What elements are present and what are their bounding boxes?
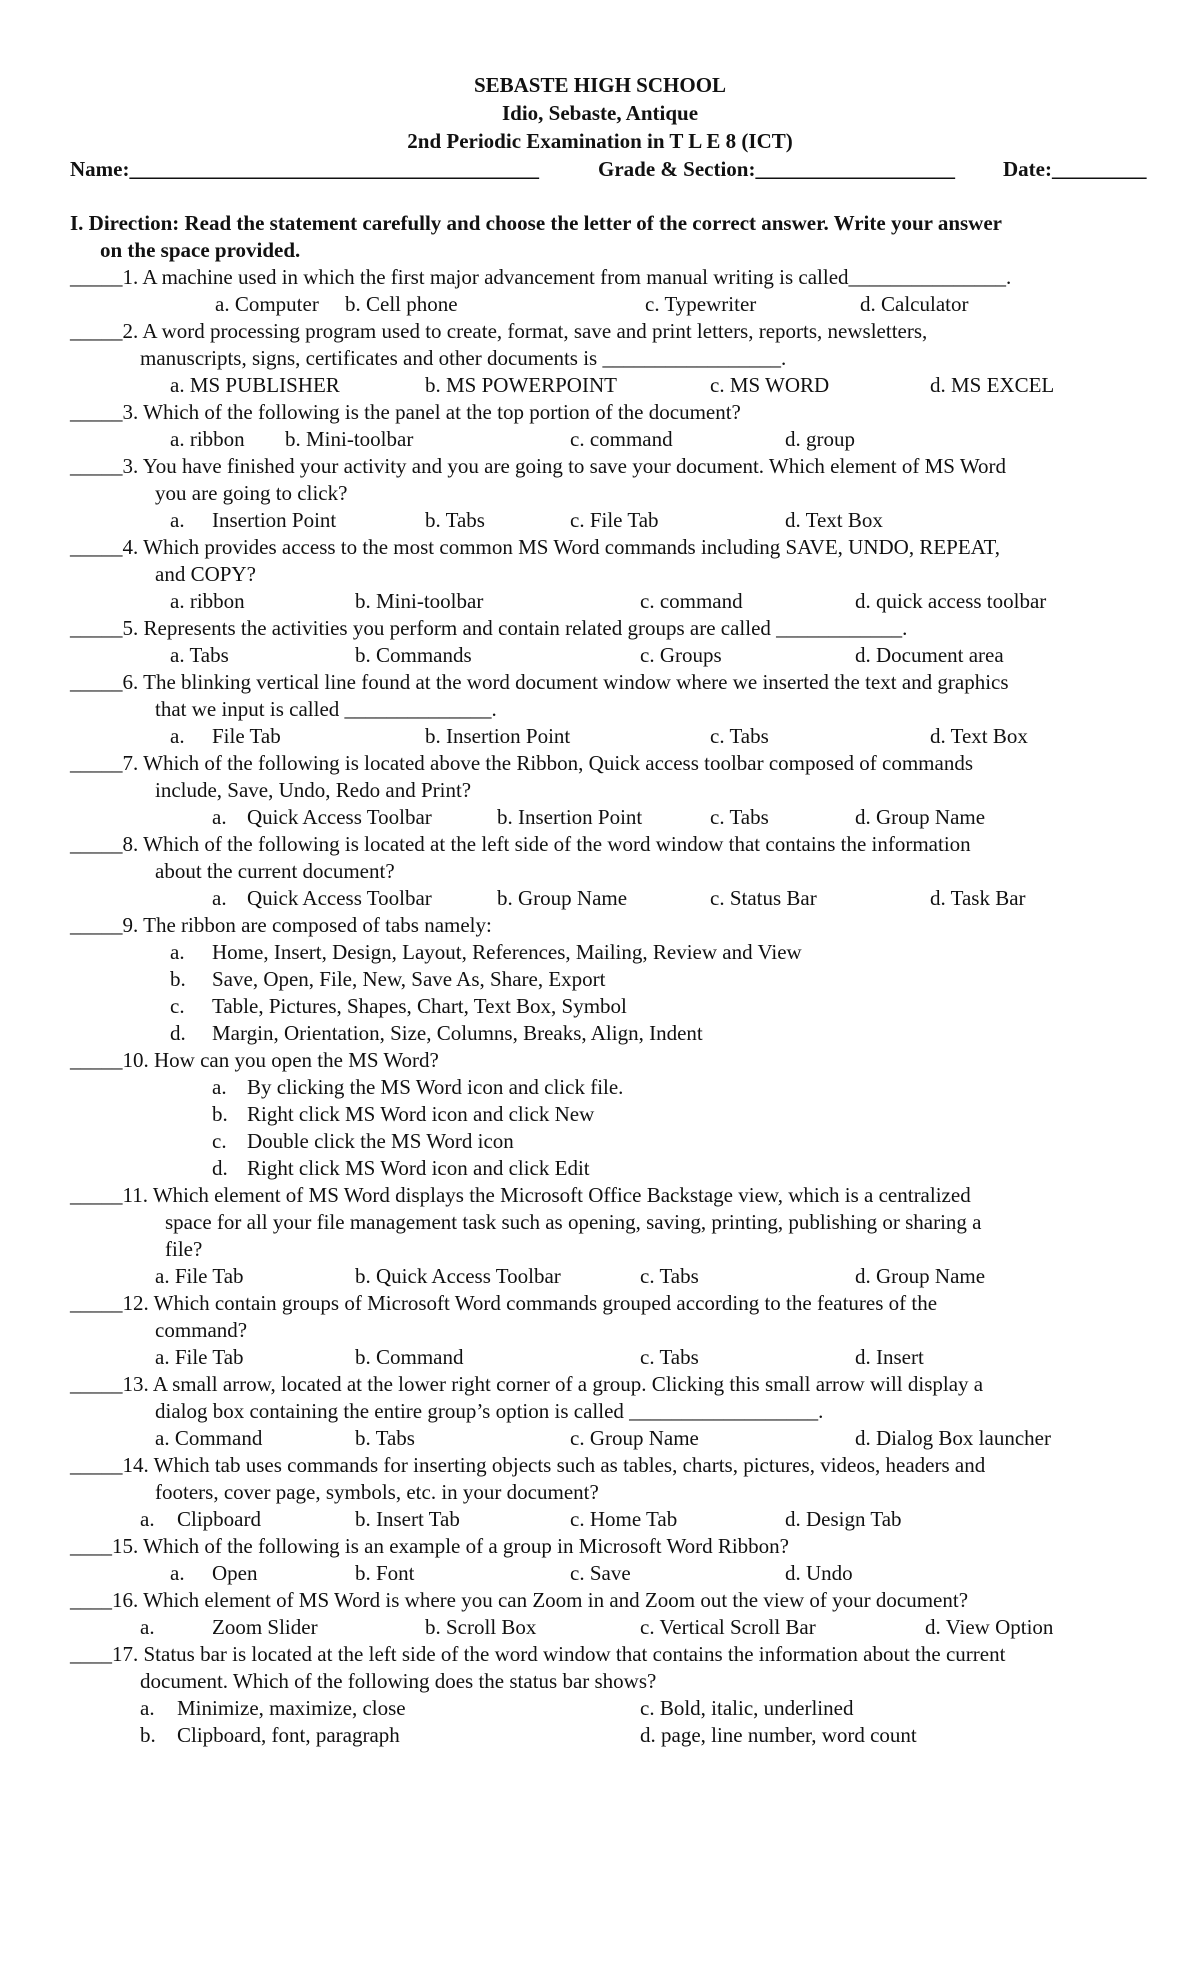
question-text: c. Tabs bbox=[710, 724, 769, 748]
question-text: a. Computer bbox=[215, 292, 319, 316]
question-text: you are going to click? bbox=[155, 481, 348, 505]
question-text: a. bbox=[170, 508, 185, 532]
question-stem: _____6. The blinking vertical line found at the word document window where we inserted the text and graphics bbox=[70, 670, 1009, 694]
question-text: b. Mini-toolbar bbox=[355, 589, 484, 613]
question-text: File Tab bbox=[212, 724, 281, 748]
question-text: a. bbox=[170, 940, 185, 964]
question-text: d. bbox=[212, 1156, 228, 1180]
question-text: b. Mini-toolbar bbox=[285, 427, 414, 451]
question-stem: _____10. How can you open the MS Word? bbox=[70, 1048, 439, 1072]
question-text: b. Quick Access Toolbar bbox=[355, 1264, 561, 1288]
question-text: c. Tabs bbox=[640, 1264, 699, 1288]
question-stem: _____11. Which element of MS Word displays the Microsoft Office Backstage view, which is a centralized bbox=[70, 1183, 971, 1207]
question-text: b. Insert Tab bbox=[355, 1507, 460, 1531]
question-text: By clicking the MS Word icon and click file. bbox=[247, 1075, 624, 1099]
question-text: d. Group Name bbox=[855, 1264, 986, 1288]
question-text: c. Tabs bbox=[640, 1345, 699, 1369]
question-text: d. Dialog Box launcher bbox=[855, 1426, 1051, 1450]
question-stem: _____4. Which provides access to the most common MS Word commands including SAVE, UNDO, REPEAT, bbox=[70, 535, 1001, 559]
question-text: Insertion Point bbox=[212, 508, 337, 532]
question-text: c. command bbox=[640, 589, 743, 613]
question-text: include, Save, Undo, Redo and Print? bbox=[155, 778, 472, 802]
question-text: d. Insert bbox=[855, 1345, 924, 1369]
question-text: dialog box containing the entire group’s option is called __________________. bbox=[155, 1399, 824, 1423]
question-stem: _____3. Which of the following is the panel at the top portion of the document? bbox=[70, 400, 741, 424]
question-text: b. Tabs bbox=[425, 508, 485, 532]
question-text: Home, Insert, Design, Layout, References, Mailing, Review and View bbox=[212, 940, 802, 964]
question-text: d. Document area bbox=[855, 643, 1004, 667]
question-text: b. Commands bbox=[355, 643, 472, 667]
question-text: d. Text Box bbox=[930, 724, 1028, 748]
question-text: a. Tabs bbox=[170, 643, 229, 667]
question-stem: _____1. A machine used in which the first major advancement from manual writing is called_______________. bbox=[70, 265, 1012, 289]
question-text: a. Command bbox=[155, 1426, 263, 1450]
question-stem: _____12. Which contain groups of Microsoft Word commands grouped according to the features of the bbox=[70, 1291, 938, 1315]
direction-line: I. Direction: Read the statement carefully and choose the letter of the correct answer. Write your answer bbox=[70, 211, 1002, 235]
question-text: d. page, line number, word count bbox=[640, 1723, 917, 1747]
question-text: d. bbox=[170, 1021, 186, 1045]
question-text: c. File Tab bbox=[570, 508, 659, 532]
question-text: d. MS EXCEL bbox=[930, 373, 1055, 397]
question-text: Open bbox=[212, 1561, 258, 1585]
question-text: d. quick access toolbar bbox=[855, 589, 1047, 613]
question-stem: _____8. Which of the following is located at the left side of the word window that contains the information bbox=[70, 832, 971, 856]
question-stem: _____7. Which of the following is located above the Ribbon, Quick access toolbar composed of commands bbox=[70, 751, 973, 775]
question-text: b. Insertion Point bbox=[497, 805, 643, 829]
question-text: document. Which of the following does the status bar shows? bbox=[140, 1669, 657, 1693]
question-text: Margin, Orientation, Size, Columns, Breaks, Align, Indent bbox=[212, 1021, 703, 1045]
question-text: Quick Access Toolbar bbox=[247, 886, 432, 910]
question-text: Double click the MS Word icon bbox=[247, 1129, 514, 1153]
question-text: and COPY? bbox=[155, 562, 256, 586]
question-text: b. bbox=[140, 1723, 156, 1747]
question-text: b. MS POWERPOINT bbox=[425, 373, 617, 397]
question-text: b. bbox=[212, 1102, 228, 1126]
question-text: b. Scroll Box bbox=[425, 1615, 537, 1639]
question-text: d. Text Box bbox=[785, 508, 883, 532]
question-text: b. Command bbox=[355, 1345, 464, 1369]
question-text: b. Cell phone bbox=[345, 292, 458, 316]
question-text: a. MS PUBLISHER bbox=[170, 373, 340, 397]
question-text: b. Insertion Point bbox=[425, 724, 571, 748]
question-text: Right click MS Word icon and click Edit bbox=[247, 1156, 590, 1180]
question-text: a. bbox=[212, 886, 227, 910]
question-stem: _____9. The ribbon are composed of tabs namely: bbox=[70, 913, 492, 937]
question-text: Quick Access Toolbar bbox=[247, 805, 432, 829]
question-text: c. bbox=[170, 994, 185, 1018]
question-text: manuscripts, signs, certificates and other documents is _________________. bbox=[140, 346, 787, 370]
question-text: footers, cover page, symbols, etc. in your document? bbox=[155, 1480, 599, 1504]
question-text: b. bbox=[170, 967, 186, 991]
question-text: a. File Tab bbox=[155, 1264, 244, 1288]
question-text: a. File Tab bbox=[155, 1345, 244, 1369]
question-stem: _____14. Which tab uses commands for inserting objects such as tables, charts, pictures, videos, headers and bbox=[70, 1453, 986, 1477]
question-text: space for all your file management task such as opening, saving, printing, publishing or sharing a bbox=[165, 1210, 982, 1234]
question-text: c. Tabs bbox=[710, 805, 769, 829]
question-text: a. bbox=[140, 1696, 155, 1720]
question-text: c. Status Bar bbox=[710, 886, 817, 910]
question-text: d. Design Tab bbox=[785, 1507, 902, 1531]
question-text: c. Bold, italic, underlined bbox=[640, 1696, 854, 1720]
question-text: d. View Option bbox=[925, 1615, 1054, 1639]
question-text: c. Group Name bbox=[570, 1426, 699, 1450]
question-text: d. Group Name bbox=[855, 805, 986, 829]
question-text: c. command bbox=[570, 427, 673, 451]
question-text: d. Task Bar bbox=[930, 886, 1026, 910]
exam-title: 2nd Periodic Examination in T L E 8 (ICT) bbox=[407, 129, 793, 153]
question-text: about the current document? bbox=[155, 859, 395, 883]
question-text: b. Font bbox=[355, 1561, 415, 1585]
question-text: a. ribbon bbox=[170, 589, 245, 613]
question-text: c. Home Tab bbox=[570, 1507, 678, 1531]
question-text: d. Calculator bbox=[860, 292, 969, 316]
question-text: a. bbox=[170, 724, 185, 748]
question-text: d. group bbox=[785, 427, 855, 451]
question-text: c. Vertical Scroll Bar bbox=[640, 1615, 816, 1639]
question-text: command? bbox=[155, 1318, 248, 1342]
question-text: c. Typewriter bbox=[645, 292, 757, 316]
question-text: c. MS WORD bbox=[710, 373, 830, 397]
date-field: Date:_________ bbox=[1003, 157, 1147, 181]
question-text: a. bbox=[170, 1561, 185, 1585]
question-text: a. bbox=[140, 1615, 155, 1639]
name-field: Name:_______________________________________ bbox=[70, 157, 539, 181]
question-text: c. Save bbox=[570, 1561, 631, 1585]
question-text: c. bbox=[212, 1129, 227, 1153]
grade-section-field: Grade & Section:___________________ bbox=[598, 157, 955, 181]
question-stem: ____17. Status bar is located at the left side of the word window that contains the information about the current bbox=[70, 1642, 1006, 1666]
question-text: a. bbox=[212, 1075, 227, 1099]
school-name: SEBASTE HIGH SCHOOL bbox=[473, 73, 727, 97]
question-text: a. ribbon bbox=[170, 427, 245, 451]
question-stem: _____13. A small arrow, located at the lower right corner of a group. Clicking this small arrow will display a bbox=[70, 1372, 984, 1396]
question-text: b. Group Name bbox=[497, 886, 628, 910]
question-text: Minimize, maximize, close bbox=[177, 1696, 406, 1720]
question-text: d. Undo bbox=[785, 1561, 853, 1585]
question-text: c. Groups bbox=[640, 643, 722, 667]
question-text: b. Tabs bbox=[355, 1426, 415, 1450]
question-text: Right click MS Word icon and click New bbox=[247, 1102, 595, 1126]
question-stem: _____5. Represents the activities you perform and contain related groups are called ____________. bbox=[70, 616, 908, 640]
school-address: Idio, Sebaste, Antique bbox=[501, 101, 699, 125]
question-text: Clipboard, font, paragraph bbox=[177, 1723, 400, 1747]
question-stem: _____3. You have finished your activity and you are going to save your document. Which element of MS Word bbox=[70, 454, 1006, 478]
question-text: file? bbox=[165, 1237, 203, 1261]
question-text: a. bbox=[212, 805, 227, 829]
question-text: Clipboard bbox=[177, 1507, 261, 1531]
question-stem: ____15. Which of the following is an example of a group in Microsoft Word Ribbon? bbox=[70, 1534, 789, 1558]
question-text: a. bbox=[140, 1507, 155, 1531]
question-stem: _____2. A word processing program used to create, format, save and print letters, reports, newsletters, bbox=[70, 319, 928, 343]
question-text: Zoom Slider bbox=[212, 1615, 318, 1639]
question-stem: ____16. Which element of MS Word is where you can Zoom in and Zoom out the view of your document? bbox=[70, 1588, 969, 1612]
direction-line: on the space provided. bbox=[100, 238, 301, 262]
question-text: Table, Pictures, Shapes, Chart, Text Box, Symbol bbox=[212, 994, 627, 1018]
question-text: Save, Open, File, New, Save As, Share, Export bbox=[212, 967, 606, 991]
question-text: that we input is called ______________. bbox=[155, 697, 497, 721]
